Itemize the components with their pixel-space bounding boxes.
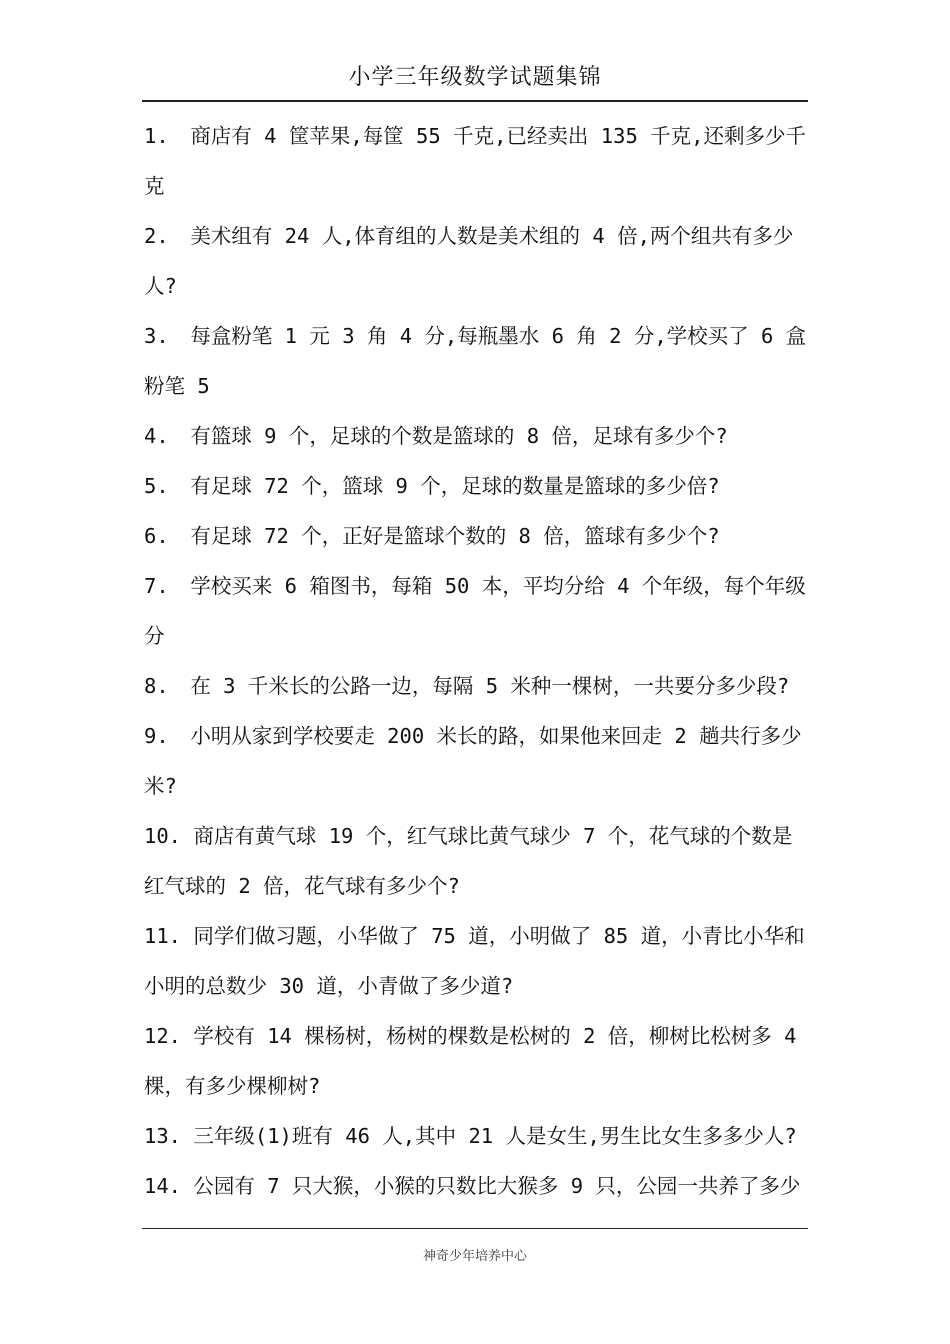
question-text-continued: 棵，有多少棵柳树?	[144, 1074, 321, 1098]
question-text: 同学们做习题，小华做了 75 道，小明做了 85 道，小青比小华和	[193, 924, 805, 948]
question-4	[144, 411, 808, 461]
question-text: 三年级(1)班有 46 人,其中 21 人是女生,男生比女生多多少人?	[193, 1124, 797, 1148]
question-number: 13.	[144, 1124, 182, 1148]
question-text: 学校买来 6 箱图书，每箱 50 本，平均分给 4 个年级，每个年级分	[144, 574, 806, 648]
question-number: 9.	[144, 724, 169, 748]
question-text: 学校有 14 棵杨树，杨树的棵数是松树的 2 倍，柳树比松树多 4	[193, 1024, 797, 1048]
question-text: 在 3 千米长的公路一边，每隔 5 米种一棵树，一共要分多少段?	[190, 674, 790, 698]
question-1	[144, 111, 808, 211]
question-number: 5.	[144, 474, 169, 498]
question-number: 11.	[144, 924, 182, 948]
question-number: 7.	[144, 574, 169, 598]
question-text: 小明从家到学校要走 200 米长的路，如果他来回走 2 趟共行多少	[190, 724, 802, 748]
question-14	[144, 1161, 808, 1211]
question-12	[144, 1011, 808, 1111]
question-10	[144, 811, 808, 911]
question-text-continued: 红气球的 2 倍，花气球有多少个?	[144, 874, 460, 898]
question-number: 4.	[144, 424, 169, 448]
question-text: 有足球 72 个，篮球 9 个，足球的数量是篮球的多少倍?	[190, 474, 720, 498]
question-number: 12.	[144, 1024, 182, 1048]
question-text-continued: 米?	[144, 774, 177, 798]
question-list	[144, 111, 808, 1211]
question-2	[144, 211, 808, 311]
page-title: 小学三年级数学试题集锦	[348, 65, 602, 90]
question-text-continued: 小明的总数少 30 道，小青做了多少道?	[144, 974, 514, 998]
question-text: 有足球 72 个，正好是篮球个数的 8 倍，篮球有多少个?	[190, 524, 720, 548]
question-text: 美术组有 24 人,体育组的人数是美术组的 4 倍,两个组共有多少	[190, 224, 794, 248]
question-number: 14.	[144, 1174, 182, 1198]
footer-text: 神奇少年培养中心	[422, 1249, 527, 1264]
question-text: 公园有 7 只大猴，小猴的只数比大猴多 9 只，公园一共养了多少	[193, 1174, 801, 1198]
question-text: 商店有黄气球 19 个，红气球比黄气球少 7 个，花气球的个数是	[193, 824, 793, 848]
question-number: 8.	[144, 674, 169, 698]
question-number: 10.	[144, 824, 182, 848]
question-13	[144, 1111, 808, 1161]
question-text-continued: 人?	[144, 274, 177, 298]
question-number: 1.	[144, 124, 169, 148]
question-7	[144, 561, 808, 661]
question-5	[144, 461, 808, 511]
page-header	[142, 60, 808, 102]
question-text: 每盒粉笔 1 元 3 角 4 分,每瓶墨水 6 角 2 分,学校买了 6 盒粉笔 5	[144, 324, 807, 398]
question-6	[144, 511, 808, 561]
question-11	[144, 911, 808, 1011]
question-3	[144, 311, 808, 411]
question-text: 商店有 4 筐苹果,每筐 55 千克,已经卖出 135 千克,还剩多少千克	[144, 124, 806, 198]
question-text: 有篮球 9 个，足球的个数是篮球的 8 倍，足球有多少个?	[190, 424, 728, 448]
question-number: 2.	[144, 224, 169, 248]
question-9	[144, 711, 808, 811]
question-8	[144, 661, 808, 711]
page-footer	[142, 1228, 808, 1264]
question-number: 3.	[144, 324, 169, 348]
question-number: 6.	[144, 524, 169, 548]
